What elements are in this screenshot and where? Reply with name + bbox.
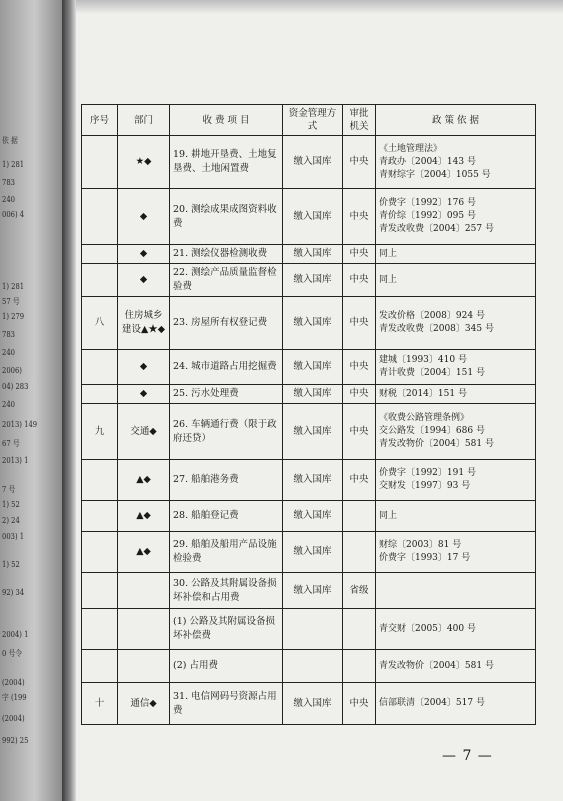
left-page-fragment: 1) 52: [2, 500, 20, 509]
basis-line: 青财综字〔2004〕1055 号: [379, 169, 491, 180]
fund-cell: 缴入国库: [283, 385, 343, 404]
seq-cell: 九: [82, 404, 118, 460]
item-cell: 30. 公路及其附属设备损坏补偿和占用费: [170, 573, 283, 609]
page-top-shadow: [76, 0, 563, 14]
left-page-fragment: 字 (199: [2, 693, 27, 702]
basis-cell: [376, 501, 536, 532]
basis-line: 同上: [379, 248, 398, 259]
fund-cell: 缴入国库: [283, 264, 343, 297]
dept-cell: ▲◆: [118, 460, 170, 501]
dept-cell: [118, 573, 170, 609]
left-page-fragment: (2004): [2, 678, 25, 687]
dept-cell: ◆: [118, 350, 170, 385]
approval-cell: 中央: [343, 136, 376, 189]
fund-cell: 缴入国库: [283, 460, 343, 501]
seq-cell: [82, 264, 118, 297]
left-page-fragment: 783: [2, 330, 15, 339]
basis-cell: [376, 245, 536, 264]
left-page-fragment: (2004): [2, 714, 25, 723]
header-item: 收 费 项 目: [170, 105, 283, 136]
basis-line: 青发改物价〔2004〕581 号: [379, 660, 494, 671]
table-row: [82, 609, 536, 650]
item-cell: 21. 测绘仪器检测收费: [170, 245, 283, 264]
table-row: [82, 297, 536, 350]
basis-line: 同上: [379, 274, 398, 285]
basis-line: 青交财〔2005〕400 号: [379, 623, 476, 634]
left-page-fragment: 240: [2, 348, 15, 357]
basis-line: 财综〔2003〕81 号: [379, 540, 462, 550]
table-row: [82, 385, 536, 404]
item-cell: 29. 船舶及船用产品设施检验费: [170, 532, 283, 573]
left-page-fragment: 783: [2, 178, 15, 187]
basis-line: 价费字〔1993〕17 号: [379, 553, 471, 563]
dept-cell: ▲◆: [118, 532, 170, 573]
page-number: — 7 —: [442, 748, 493, 764]
left-page-fragment: 2004) 1: [2, 630, 29, 639]
header-dept: 部门: [118, 105, 170, 136]
basis-line: 青计收费〔2004〕151 号: [379, 368, 485, 378]
basis-line: 青政办〔2004〕143 号: [379, 156, 476, 167]
fund-cell: 缴入国库: [283, 297, 343, 350]
item-cell: 26. 车辆通行费（限于政府还贷）: [170, 404, 283, 460]
basis-line: 青发改收费〔2008〕345 号: [379, 324, 494, 334]
approval-cell: 省级: [343, 573, 376, 609]
left-page-fragment: 006) 4: [2, 210, 25, 219]
basis-line: 青发改物价〔2004〕581 号: [379, 439, 494, 449]
dept-cell: ◆: [118, 385, 170, 404]
dept-cell: 住房城乡建设▲★◆: [118, 297, 170, 350]
basis-cell: [376, 460, 536, 501]
left-page-fragment: 1) 52: [2, 560, 20, 569]
approval-cell: [343, 609, 376, 650]
table-header-row: [82, 105, 536, 136]
left-page-fragment: 2) 24: [2, 516, 20, 525]
fund-cell: 缴入国库: [283, 573, 343, 609]
left-page-fragment: 92) 34: [2, 588, 25, 597]
basis-cell: [376, 609, 536, 650]
item-cell: 27. 船舶港务费: [170, 460, 283, 501]
basis-line: 建城〔1993〕410 号: [379, 355, 467, 365]
left-page-fragment: 7 号: [2, 485, 16, 494]
basis-line: 青价综〔1992〕095 号: [379, 211, 476, 221]
basis-line: 青发改收费〔2004〕257 号: [379, 224, 494, 234]
basis-line: 交公路发〔1994〕686 号: [379, 426, 485, 436]
dept-cell: ◆: [118, 189, 170, 245]
header-approval: 审批机关: [343, 105, 376, 136]
approval-cell: 中央: [343, 683, 376, 725]
left-page-fragment: 0 号令: [2, 649, 23, 658]
basis-cell: [376, 532, 536, 573]
fund-cell: 缴入国库: [283, 136, 343, 189]
left-page-fragment: 67 号: [2, 439, 20, 448]
table-row: [82, 350, 536, 385]
approval-cell: [343, 532, 376, 573]
seq-cell: [82, 460, 118, 501]
table-row: [82, 650, 536, 683]
basis-cell: [376, 683, 536, 725]
dept-cell: ▲◆: [118, 501, 170, 532]
seq-cell: 十: [82, 683, 118, 725]
seq-cell: [82, 245, 118, 264]
header-fund: 资金管理方式: [283, 105, 343, 136]
basis-cell: [376, 573, 536, 609]
approval-cell: 中央: [343, 460, 376, 501]
seq-cell: [82, 532, 118, 573]
left-page-fragment: 003) 1: [2, 532, 25, 541]
approval-cell: [343, 501, 376, 532]
table-row: [82, 683, 536, 725]
item-cell: 23. 房屋所有权登记费: [170, 297, 283, 350]
item-cell: 22. 测绘产品质量监督检验费: [170, 264, 283, 297]
basis-line: 发改价格〔2008〕924 号: [379, 311, 485, 321]
item-cell: 31. 电信网码号资源占用费: [170, 683, 283, 725]
left-page-fragment: 992) 25: [2, 736, 29, 745]
fund-cell: 缴入国库: [283, 683, 343, 725]
header-basis: 政 策 依 据: [376, 105, 536, 136]
dept-cell: [118, 650, 170, 683]
basis-cell: [376, 297, 536, 350]
table-row: [82, 245, 536, 264]
table-row: [82, 136, 536, 189]
basis-cell: [376, 404, 536, 460]
basis-line: 价费字〔1992〕176 号: [379, 198, 476, 208]
left-page-edge: [0, 0, 62, 801]
basis-cell: [376, 385, 536, 404]
approval-cell: 中央: [343, 385, 376, 404]
basis-cell: [376, 136, 536, 189]
seq-cell: 八: [82, 297, 118, 350]
dept-cell: 交通◆: [118, 404, 170, 460]
basis-cell: [376, 189, 536, 245]
fund-cell: [283, 609, 343, 650]
seq-cell: [82, 650, 118, 683]
dept-cell: ◆: [118, 245, 170, 264]
table-row: [82, 189, 536, 245]
dept-cell: ★◆: [118, 136, 170, 189]
fund-cell: [283, 650, 343, 683]
fund-cell: 缴入国库: [283, 532, 343, 573]
approval-cell: [343, 650, 376, 683]
basis-cell: [376, 264, 536, 297]
item-cell: (2) 占用费: [170, 650, 283, 683]
basis-cell: [376, 650, 536, 683]
seq-cell: [82, 136, 118, 189]
approval-cell: 中央: [343, 350, 376, 385]
basis-line: 同上: [379, 510, 398, 521]
left-page-fragment: 1) 281: [2, 282, 25, 291]
fund-cell: 缴入国库: [283, 350, 343, 385]
seq-cell: [82, 573, 118, 609]
left-page-fragment: 1) 281: [2, 160, 25, 169]
left-page-fragment: 57 号: [2, 297, 20, 306]
approval-cell: 中央: [343, 245, 376, 264]
basis-line: 《收费公路管理条例》: [379, 413, 470, 423]
table-row: [82, 264, 536, 297]
table-row: [82, 573, 536, 609]
item-cell: (1) 公路及其附属设备损坏补偿费: [170, 609, 283, 650]
fund-cell: 缴入国库: [283, 245, 343, 264]
left-page-fragment: 240: [2, 195, 15, 204]
document-page: [76, 0, 563, 801]
seq-cell: [82, 189, 118, 245]
table-row: [82, 532, 536, 573]
left-page-fragment: 2013) 149: [2, 420, 38, 429]
dept-cell: ◆: [118, 264, 170, 297]
book-gutter: [62, 0, 76, 801]
item-cell: 24. 城市道路占用挖掘费: [170, 350, 283, 385]
header-seq: 序号: [82, 105, 118, 136]
left-page-fragment: 1) 279: [2, 312, 25, 321]
approval-cell: 中央: [343, 404, 376, 460]
basis-line: 财税〔2014〕151 号: [379, 388, 467, 399]
approval-cell: 中央: [343, 189, 376, 245]
item-cell: 25. 污水处理费: [170, 385, 283, 404]
fee-table: [81, 104, 536, 725]
table-row: [82, 501, 536, 532]
dept-cell: [118, 609, 170, 650]
dept-cell: 通信◆: [118, 683, 170, 725]
fund-cell: 缴入国库: [283, 404, 343, 460]
item-cell: 20. 测绘成果成图资料收费: [170, 189, 283, 245]
seq-cell: [82, 501, 118, 532]
fund-cell: 缴入国库: [283, 189, 343, 245]
basis-cell: [376, 350, 536, 385]
left-page-fragment: 240: [2, 400, 15, 409]
table-row: [82, 460, 536, 501]
approval-cell: 中央: [343, 297, 376, 350]
basis-line: 《土地管理法》: [379, 143, 443, 154]
table-row: [82, 404, 536, 460]
seq-cell: [82, 350, 118, 385]
left-page-fragment: 2006): [2, 366, 22, 375]
basis-line: 信部联清〔2004〕517 号: [379, 698, 485, 708]
basis-line: 交财发〔1997〕93 号: [379, 481, 471, 491]
basis-line: 价费字〔1992〕191 号: [379, 468, 476, 478]
fund-cell: 缴入国库: [283, 501, 343, 532]
seq-cell: [82, 609, 118, 650]
left-page-fragment: 依 据: [2, 136, 18, 145]
item-cell: 28. 船舶登记费: [170, 501, 283, 532]
item-cell: 19. 耕地开垦费、土地复垦费、土地闲置费: [170, 136, 283, 189]
seq-cell: [82, 385, 118, 404]
left-page-fragment: 2013) 1: [2, 456, 29, 465]
approval-cell: 中央: [343, 264, 376, 297]
left-page-fragment: 04) 283: [2, 382, 29, 391]
